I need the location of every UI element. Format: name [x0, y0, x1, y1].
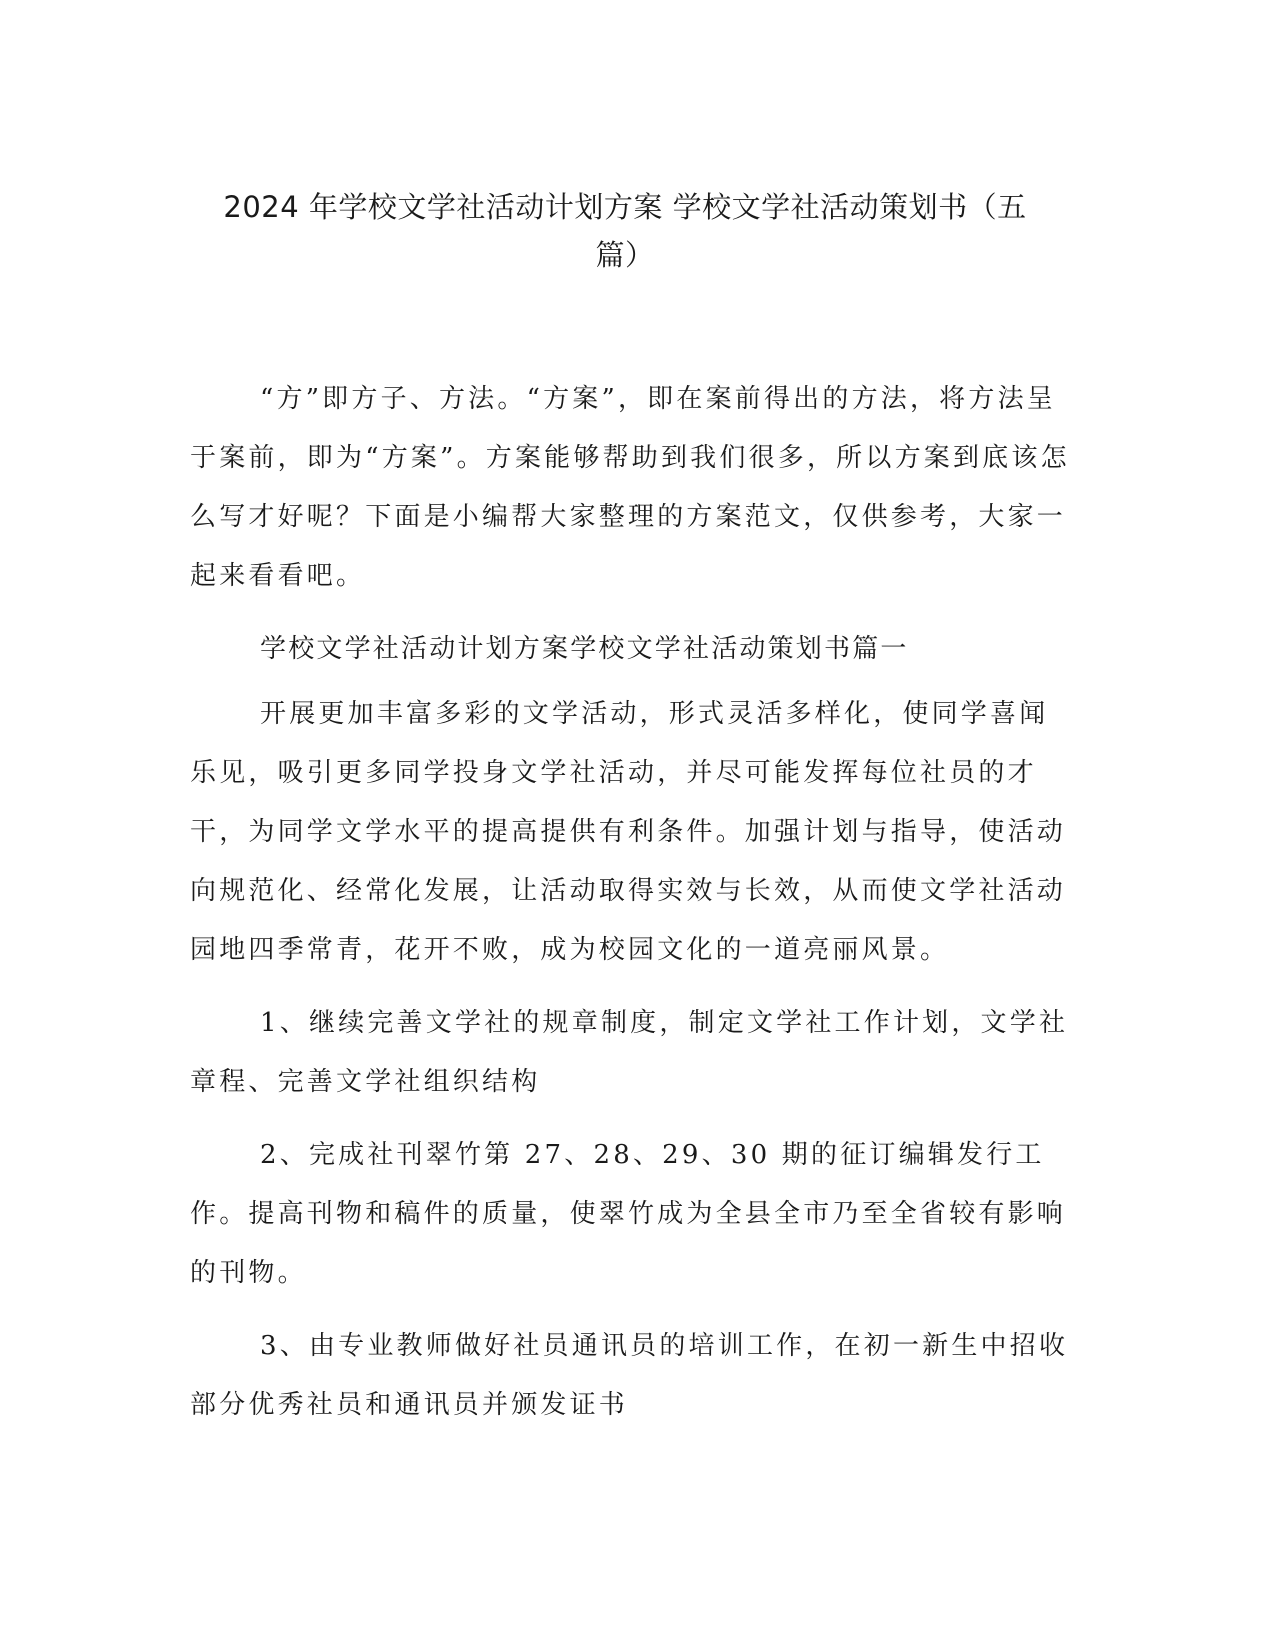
body-paragraph: 开展更加丰富多彩的文学活动，形式灵活多样化，使同学喜闻乐见，吸引更多同学投身文学社活动，并尽可能发挥每位社员的才干，为同学文学水平的提高提供有利条件。加强计划与指导，使活动向规范化、经常化发展，让活动取得实效与长效，从而使文学社活动园地四季常青，花开不败，成为校园文化的一道亮丽风景。 [190, 699, 1067, 965]
section-heading: 学校文学社活动计划方案学校文学社活动策划书篇一 [260, 634, 909, 664]
document-title [190, 183, 1060, 279]
list-item-3: 3、由专业教师做好社员通讯员的培训工作，在初一新生中招收部分优秀社员和通讯员并颁发证书 [190, 1331, 1069, 1420]
document-title-line-2: 篇） [595, 238, 655, 272]
intro-paragraph: “方”即方子、方法。“方案”，即在案前得出的方法，将方法呈于案前，即为“方案”。方案能够帮助到我们很多，所以方案到底该怎么写才好呢？下面是小编帮大家整理的方案范文，仅供参考，大家一起来看看吧。 [190, 384, 1070, 591]
list-item-1: 1、继续完善文学社的规章制度，制定文学社工作计划，文学社章程、完善文学社组织结构 [190, 1008, 1069, 1097]
document-title-line-1: 2024 年学校文学社活动计划方案 学校文学社活动策划书（五 [223, 190, 1027, 224]
document-body [190, 370, 1070, 1449]
list-item-2: 2、完成社刊翠竹第 27、28、29、30 期的征订编辑发行工作。提高刊物和稿件的质量，使翠竹成为全县全市乃至全省较有影响的刊物。 [190, 1140, 1067, 1288]
